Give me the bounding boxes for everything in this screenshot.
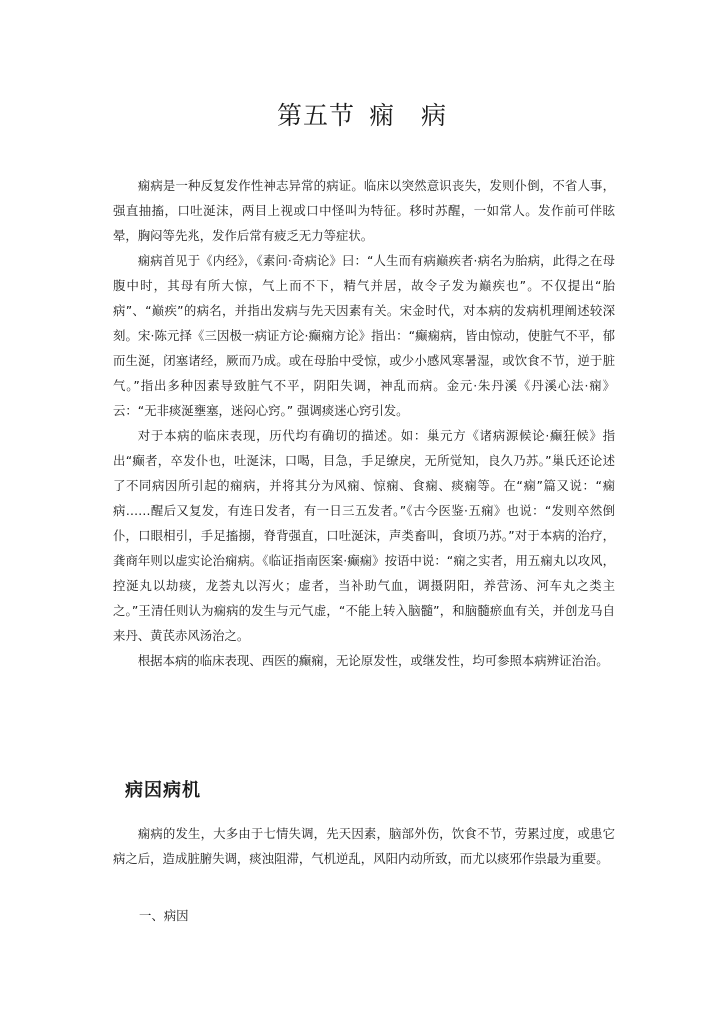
section-heading-etiology: 病因病机 (125, 780, 201, 801)
page-title-disease-name: 痫 病 (369, 101, 448, 130)
intro-paragraph-scope: 根据本病的临床表现、西医的癫痫，无论原发性，或继发性，均可参照本病辨证治治。 (137, 653, 609, 668)
etiology-text-block (113, 821, 615, 871)
sub-heading-causes: 一、病因 (139, 908, 189, 923)
intro-paragraph-definition: 痫病是一种反复发作性神志异常的病证。临床以突然意识丧失，发则仆倒，不省人事，强直抽搐，口吐涎沫，两目上视或口中怪叫为特征。移时苏醒，一如常人。发作前可伴眩晕，胸闷等先兆，发作后常有疲乏无力等症状。 (113, 178, 615, 243)
etiology-paragraph: 痫病的发生，大多由于七情失调，先天因素，脑部外伤，饮食不节，劳累过度，或患它病之后，造成脏腑失调，痰浊阻滞，气机逆乱，风阳内动所致，而尤以痰邪作祟最为重要。 (113, 826, 615, 866)
page-title (0, 96, 724, 132)
intro-text-block (113, 173, 615, 673)
intro-paragraph-clinical: 对于本病的临床表现，历代均有确切的描述。如：巢元方《诸病源候论·癫狂候》指出“癫者，卒发仆也，吐涎沫，口喝，目急，手足缭戾，无所觉知，良久乃苏。”巢氏还论述了不同病因所引起的痫病，并将其分为风痫、惊痫、食痫、痰痫等。在“痫”篇又说：“痫病……醒后又复发，有连日发者，有一日三五发者。”《古今医鉴·五痫》也说：“发则卒然倒仆，口眼相引，手足搐搦，脊背强直，口吐涎沫，声类畜叫，食顷乃苏。”对于本病的治疗，龚商年则以虚实论治痫病。《临证指南医案·癫痫》按语中说：“痫之实者，用五痫丸以攻风，控涎丸以劫痰，龙荟丸以泻火；虚者，当补助气血，调摄阴阳，养营汤、河车丸之类主之。”王清任则认为痫病的发生与元气虚，“不能上转入脑髓”，和脑髓瘀血有关，并创龙马自来丹、黄芪赤风汤治之。 (113, 428, 615, 643)
page-title-section-number: 第五节 (276, 101, 355, 130)
intro-paragraph-history: 痫病首见于《内经》，《素问·奇病论》曰：“人生而有病巅疾者·病名为胎病，此得之在母腹中时，其母有所大惊，气上而不下，精气并居，故令子发为巅疾也”。不仅提出“胎病”、“巅疾”的病名，并指出发病与先天因素有关。宋金时代，对本病的发病机理阐述较深刻。宋·陈元择《三因极一病证方论·癫痫方论》指出：“癫痫病，皆由惊动，使脏气不平，郁而生涎，闭塞诸经，厥而乃成。或在母胎中受惊，或少小感风寒暑湿，或饮食不节，逆于脏气。”指出多种因素导致脏气不平，阴阳失调，神乱而病。金元·朱丹溪《丹溪心法·痫》云：“无非痰涎壅塞，迷闷心窍。” 强调痰迷心窍引发。 (113, 253, 615, 418)
